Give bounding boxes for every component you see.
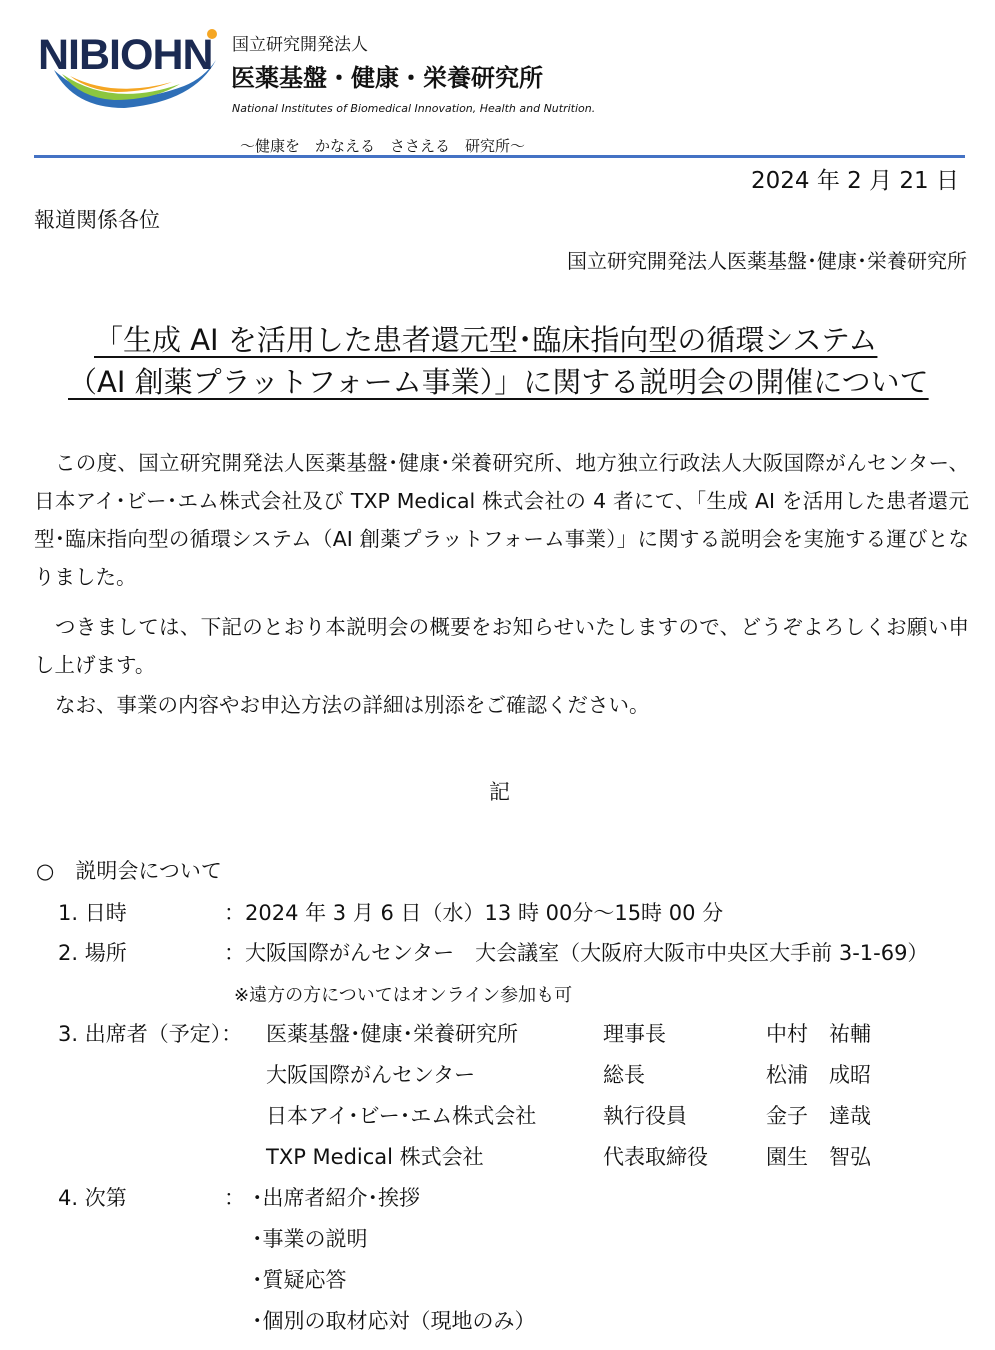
- tagline: ～健康を かなえる ささえる 研究所～: [240, 137, 526, 155]
- document-title-line-2: （AI 創薬プラットフォーム事業）」に関する説明会の開催について: [68, 365, 929, 399]
- sender: 国立研究開発法人医薬基盤･健康･栄養研究所: [567, 249, 967, 273]
- datetime-label: 1. 日時: [58, 901, 127, 925]
- org-type-label: 国立研究開発法人: [232, 35, 368, 55]
- program-item: ･出席者紹介･挨拶: [252, 1186, 420, 1210]
- attendee-org: 日本アイ･ビー･エム株式会社: [266, 1104, 537, 1128]
- program-item: ･個別の取材応対（現地のみ）: [252, 1309, 536, 1333]
- body-paragraph-intro: この度、国立研究開発法人医薬基盤･健康･栄養研究所、地方独立行政法人大阪国際がんセンター、日本アイ･ビー･エム株式会社及び TXP Medical 株式会社の 4 者にて、「生成 AI を活用した患者還元型･臨床指向型の循環システム（AI 創薬プラットフォーム事業）」に関する説明会を実施する運びとなりました。: [34, 451, 969, 589]
- addressee: 報道関係各位: [34, 208, 160, 232]
- nibiohn-logo: [34, 24, 224, 114]
- program-item: ･事業の説明: [252, 1227, 368, 1251]
- attendee-name: 松浦 成昭: [766, 1063, 871, 1087]
- place-note: ※遠方の方についてはオンライン参加も可: [234, 985, 573, 1006]
- place-value: ：大阪国際がんセンター 大会議室（大阪府大阪市中央区大手前 3-1-69）: [224, 941, 929, 965]
- attendee-org: 大阪国際がんセンター: [266, 1063, 476, 1087]
- attendee-role: 執行役員: [603, 1104, 687, 1128]
- section-heading: ○ 説明会について: [36, 859, 222, 883]
- attendee-org: 医薬基盤･健康･栄養研究所: [266, 1022, 518, 1046]
- attendee-role: 理事長: [603, 1022, 666, 1046]
- attendee-name: 金子 達哉: [766, 1104, 871, 1128]
- org-name: 医薬基盤・健康・栄養研究所: [231, 64, 543, 92]
- attendee-name: 中村 祐輔: [766, 1022, 871, 1046]
- attendee-org: TXP Medical 株式会社: [266, 1145, 484, 1169]
- body-paragraph-notice: つきましては、下記のとおり本説明会の概要をお知らせいたしますので、どうぞよろしくお願い申し上げます。: [34, 615, 969, 677]
- document-title-line-1: 「生成 AI を活用した患者還元型･臨床指向型の循環システム: [94, 323, 878, 357]
- attendees-label: 3. 出席者（予定）：: [58, 1022, 243, 1046]
- logo-wordmark: NIBIOHN: [38, 31, 213, 79]
- release-date: 2024 年 2 月 21 日: [751, 168, 959, 194]
- attendee-role: 代表取締役: [603, 1145, 708, 1169]
- datetime-value: ：2024 年 3 月 6 日（水）13 時 00分～15時 00 分: [224, 901, 724, 925]
- program-label: 4. 次第: [58, 1186, 127, 1210]
- program-item: ･質疑応答: [252, 1268, 347, 1292]
- body-paragraph-attachment: なお、事業の内容やお申込方法の詳細は別添をご確認ください。: [55, 693, 650, 717]
- place-label: 2. 場所: [58, 941, 127, 965]
- program-colon: ：: [224, 1186, 245, 1210]
- header-divider: [34, 155, 965, 158]
- ki-heading: 記: [489, 780, 510, 804]
- org-english-name: National Institutes of Biomedical Innovation, Health and Nutrition.: [232, 102, 596, 115]
- attendee-name: 園生 智弘: [766, 1145, 871, 1169]
- attendee-role: 総長: [603, 1063, 645, 1087]
